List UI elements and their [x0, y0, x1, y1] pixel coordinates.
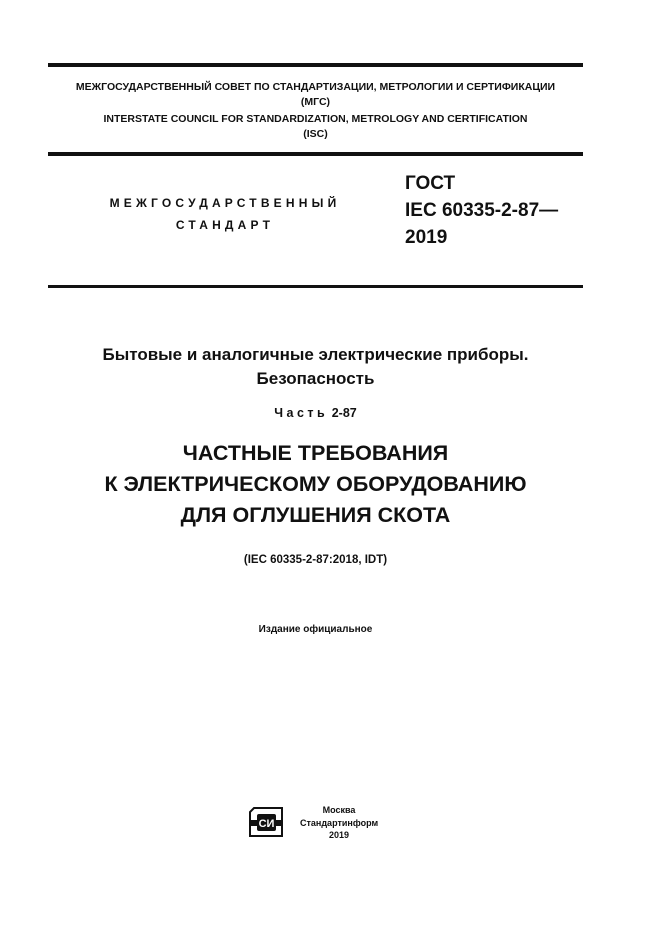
publisher-city: Москва	[322, 805, 356, 815]
publisher-name: Стандартинформ	[300, 817, 379, 828]
standartinform-logo-icon	[248, 806, 286, 838]
logo-text: СИ	[258, 818, 275, 830]
subtitle-line3: ДЛЯ ОГЛУШЕНИЯ СКОТА	[180, 503, 451, 527]
gost-label: ГОСТ	[405, 173, 456, 194]
gost-designation	[405, 170, 558, 251]
council-ru-name: МЕЖГОСУДАРСТВЕННЫЙ СОВЕТ ПО СТАНДАРТИЗАЦИИ, МЕТРОЛОГИИ И СЕРТИФИКАЦИИ	[75, 81, 556, 93]
council-ru	[48, 80, 583, 110]
iec-reference: (IEC 60335-2-87:2018, IDT)	[243, 554, 388, 566]
standard-kind	[90, 192, 360, 236]
council-en-name: INTERSTATE COUNCIL FOR STANDARDIZATION, METROLOGY AND CERTIFICATION	[103, 113, 528, 125]
gost-number: IEC 60335-2-87—	[405, 200, 559, 221]
document-subtitle	[40, 438, 591, 531]
council-en	[48, 112, 583, 142]
standard-kind-line1: МЕЖГОСУДАРСТВЕННЫЙ	[109, 196, 341, 210]
edition-note: Издание официальное	[258, 624, 373, 635]
council-ru-abbr: (МГС)	[300, 96, 331, 108]
subtitle-line1: ЧАСТНЫЕ ТРЕБОВАНИЯ	[182, 441, 449, 465]
publisher-year: 2019	[328, 830, 350, 840]
publisher-block	[300, 804, 378, 842]
top-divider	[48, 63, 583, 67]
subtitle-line2: К ЭЛЕКТРИЧЕСКОМУ ОБОРУДОВАНИЮ	[104, 472, 527, 496]
title-line2: Безопасность	[256, 369, 375, 388]
part-number: 2-87	[331, 406, 357, 420]
standard-kind-line2: СТАНДАРТ	[175, 218, 275, 232]
gost-year: 2019	[405, 227, 448, 248]
middle-divider	[48, 152, 583, 156]
council-en-abbr: (ISC)	[303, 128, 328, 140]
bottom-divider	[48, 285, 583, 288]
title-line1: Бытовые и аналогичные электрические приборы.	[102, 345, 529, 364]
document-title	[40, 343, 591, 391]
part-word: Часть	[274, 406, 329, 420]
part-label	[40, 406, 591, 420]
